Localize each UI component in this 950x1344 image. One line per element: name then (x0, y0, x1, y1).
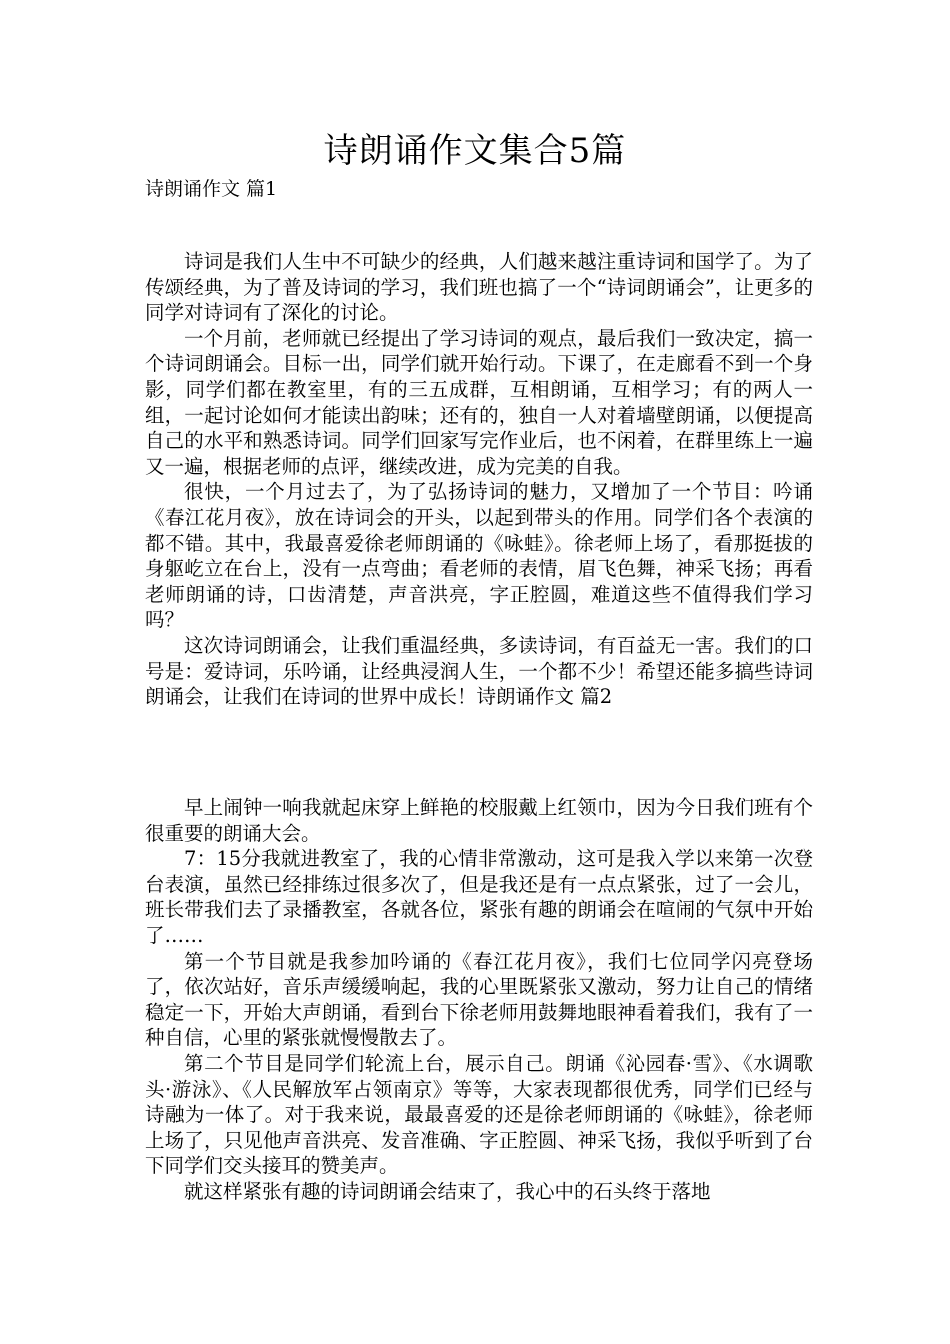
section-2-body (145, 795, 813, 1205)
page-title: 诗朗诵作文集合5篇 (323, 131, 627, 171)
paragraph: 这次诗词朗诵会，让我们重温经典，多读诗词，有百益无一害。我们的口号是：爱诗词，乐吟诵，让经典浸润人生，一个都不少！希望还能多搞些诗词朗诵会，让我们在诗词的世界中成长！诗朗诵作文 篇2 (145, 633, 813, 709)
paragraph: 第一个节目就是我参加吟诵的《春江花月夜》，我们七位同学闪亮登场了，依次站好，音乐声缓缓响起，我的心里既紧张又激动，努力让自己的情绪稳定一下，开始大声朗诵，看到台下徐老师用鼓舞地眼神看着我们，我有了一种自信，心里的紧张就慢慢散去了。 (145, 949, 813, 1050)
paragraph: 诗词是我们人生中不可缺少的经典，人们越来越注重诗词和国学了。为了传颂经典，为了普及诗词的学习，我们班也搞了一个“诗词朗诵会”，让更多的同学对诗词有了深化的讨论。 (145, 250, 813, 325)
paragraph: 一个月前，老师就已经提出了学习诗词的观点，最后我们一致决定，搞一个诗词朗诵会。目标一出，同学们就开始行动。下课了，在走廊看不到一个身影，同学们都在教室里，有的三五成群，互相朗诵，互相学习；有的两人一组，一起讨论如何才能读出韵味；还有的，独自一人对着墙壁朗诵，以便提高自己的水平和熟悉诗词。同学们回家写完作业后，也不闲着，在群里练上一遍又一遍，根据老师的点评，继续改进，成为完美的自我。 (145, 326, 813, 478)
paragraph: 就这样紧张有趣的诗词朗诵会结束了，我心中的石头终于落地 (184, 1179, 711, 1203)
paragraph: 第二个节目是同学们轮流上台，展示自己。朗诵《沁园春·雪》、《水调歌头·游泳》、《人民解放军占领南京》等等，大家表现都很优秀，同学们已经与诗融为一体了。对于我来说，最最喜爱的还是徐老师朗诵的《咏蛙》，徐老师上场了，只见他声音洪亮、发音准确、字正腔圆、神采飞扬，我似乎听到了台下同学们交头接耳的赞美声。 (145, 1051, 813, 1178)
section-1-body (145, 249, 813, 710)
paragraph: 早上闹钟一响我就起床穿上鲜艳的校服戴上红领巾，因为今日我们班有个很重要的朗诵大会。 (145, 796, 813, 845)
paragraph: 很快，一个月过去了，为了弘扬诗词的魅力，又增加了一个节目：吟诵《春江花月夜》，放在诗词会的开头，以起到带头的作用。同学们各个表演的都不错。其中，我最喜爱徐老师朗诵的《咏蛙》。徐老师上场了，看那挺拔的身躯屹立在台上，没有一点弯曲；看老师的表情，眉飞色舞，神采飞扬；再看老师朗诵的诗，口齿清楚，声音洪亮，字正腔圆，难道这些不值得我们学习吗？ (145, 480, 813, 632)
section-heading-1: 诗朗诵作文 篇1 (145, 178, 278, 200)
paragraph: 7：15分我就进教室了，我的心情非常激动，这可是我入学以来第一次登台表演，虽然已经排练过很多次了，但是我还是有一点点紧张，过了一会儿，班长带我们去了录播教室，各就各位，紧张有趣的朗诵会在喧闹的气氛中开始了…… (145, 847, 813, 947)
